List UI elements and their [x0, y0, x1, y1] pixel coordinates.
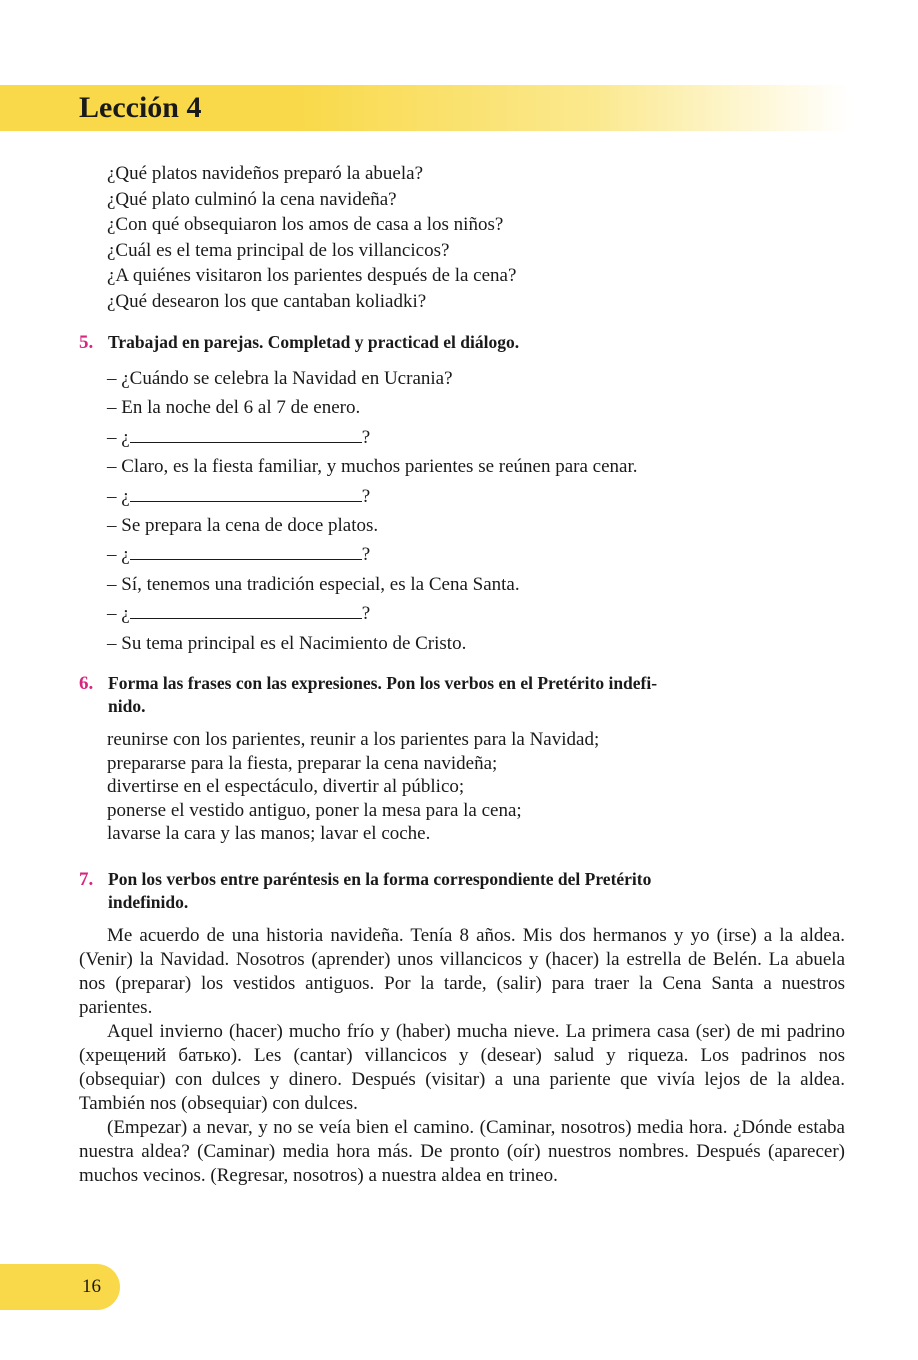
story-paragraph: Aquel invierno (hacer) mucho frío y (haber) mucha nieve. La primera casa (ser) de mi padrino (хрещений батько). Les (cantar) villancicos y (desear) salud y riqueza. Los padrinos nos (obsequiar) con dulces y dinero. Después (visitar) a una pariente que vivía lejos de la aldea. También nos (obsequiar) con dulces. [79, 1021, 845, 1114]
dialog-blank-line [107, 601, 638, 630]
exercise-5-instruction: Trabajad en parejas. Completad y practicad el diálogo. [108, 332, 520, 352]
answer-blank[interactable] [130, 425, 362, 443]
dialog-line: – Su tema principal es el Nacimiento de Cristo. [107, 632, 467, 654]
dialog-blank-line [107, 542, 638, 571]
exercise-6-number: 6. [79, 673, 94, 694]
expression-line: divertirse en el espectáculo, divertir al público; [107, 776, 465, 797]
dialog-line: – Se prepara la cena de doce platos. [107, 514, 379, 536]
expression-line: prepararse para la fiesta, preparar la cena navideña; [107, 752, 498, 774]
exercise-7-instruction: Pon los verbos entre paréntesis en la forma correspondiente del Pretérito [108, 869, 652, 889]
exercise-6-heading [79, 672, 845, 717]
expression-line: reunirse con los parientes, reunir a los parientes para la Navidad; [107, 729, 600, 750]
exercise-5-number: 5. [79, 332, 94, 353]
dialog-blank-line [107, 425, 638, 454]
exercise-7-instruction-cont: indefinido. [108, 892, 189, 912]
blank-prefix: – ¿ [107, 544, 130, 566]
blank-suffix: ? [361, 426, 371, 448]
exercise-7-story [79, 924, 845, 1188]
page-number: 16 [82, 1276, 101, 1297]
dialog-line: – En la noche del 6 al 7 de enero. [107, 397, 361, 419]
exercise-6-expressions [107, 728, 599, 846]
blank-prefix: – ¿ [107, 426, 130, 448]
dialog-line: – Sí, tenemos una tradición especial, es la Cena Santa. [107, 573, 520, 595]
exercise-5-dialog [107, 366, 638, 660]
story-paragraph: Me acuerdo de una historia navideña. Tenía 8 años. Mis dos hermanos y yo (irse) a la aldea. (Venir) la Navidad. Nosotros (aprender) unos villancicos y (hacer) la estrella de Belén. La abuela nos (preparar) los vestidos antiguos. Por la tarde, (salir) para traer la Cena Santa a nuestros parientes. [79, 925, 845, 1018]
blank-suffix: ? [361, 544, 371, 566]
dialog-line: – Claro, es la fiesta familiar, y muchos parientes se reúnen para cenar. [107, 456, 638, 478]
question-item: ¿Qué plato culminó la cena navideña? [107, 188, 397, 210]
dialog-line: – ¿Cuándo se celebra la Navidad en Ucrania? [107, 368, 453, 389]
answer-blank[interactable] [130, 601, 362, 619]
story-paragraph: (Empezar) a nevar, y no se veía bien el camino. (Caminar, nosotros) media hora. ¿Dónde estaba nuestra aldea? (Caminar) media hora más. De pronto (oír) nuestros nombres. Después (aparecer) muchos vecinos. (Regresar, nosotros) a nuestra aldea en trineo. [79, 1117, 845, 1186]
exercise-5-heading [79, 331, 845, 354]
question-list [107, 161, 516, 315]
exercise-6-instruction-cont: nido. [108, 696, 146, 716]
question-item: ¿A quiénes visitaron los parientes después de la cena? [107, 265, 517, 287]
page-number-tab [0, 1264, 120, 1310]
exercise-7-number: 7. [79, 869, 94, 890]
lesson-title: Lección 4 [79, 91, 202, 124]
blank-suffix: ? [361, 603, 371, 625]
answer-blank[interactable] [130, 542, 362, 560]
blank-prefix: – ¿ [107, 603, 130, 625]
question-item: ¿Qué desearon los que cantaban koliadki? [107, 290, 427, 312]
dialog-blank-line [107, 484, 638, 513]
question-item: ¿Con qué obsequiaron los amos de casa a los niños? [107, 214, 504, 236]
expression-line: ponerse el vestido antiguo, poner la mesa para la cena; [107, 799, 522, 821]
blank-suffix: ? [361, 485, 371, 507]
expression-line: lavarse la cara y las manos; lavar el coche. [107, 823, 431, 844]
question-item: ¿Cuál es el tema principal de los villancicos? [107, 239, 450, 261]
exercise-6-instruction: Forma las frases con las expresiones. Pon los verbos en el Pretérito indefi- [108, 673, 658, 693]
exercise-7-heading [79, 868, 845, 913]
question-item: ¿Qué platos navideños preparó la abuela? [107, 163, 424, 184]
answer-blank[interactable] [130, 484, 362, 502]
blank-prefix: – ¿ [107, 485, 130, 507]
